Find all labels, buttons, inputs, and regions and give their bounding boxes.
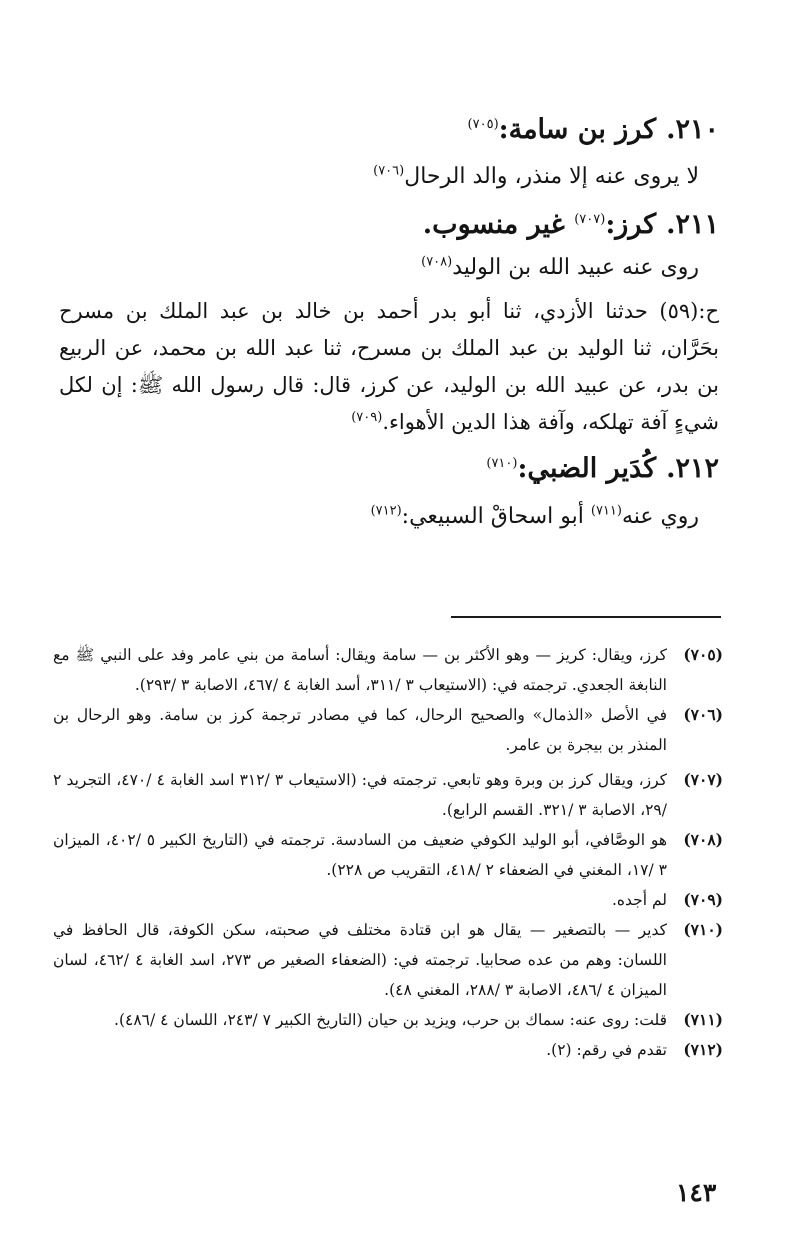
entry-heading-211 (79, 205, 719, 245)
entry-number: ٢١٠. (666, 114, 719, 145)
narration-text: روى عنه عبيد الله بن الوليد (452, 255, 699, 280)
footnote-707 (53, 765, 723, 825)
footnote-number: (٧١٢) (683, 1040, 723, 1059)
footnote-706 (53, 700, 723, 760)
entry-name: كرز: (605, 209, 657, 240)
footnote-708 (53, 825, 723, 885)
footnote-ref[interactable]: (٧٠٨) (421, 254, 453, 270)
narration-text: روي عنه (621, 504, 699, 529)
entry-heading-210 (79, 110, 719, 150)
footnote-text: لم أجده. (611, 891, 667, 909)
footnote-number: (٧٠٩) (683, 890, 723, 909)
entry-suffix: غير منسوب. (422, 209, 565, 240)
footnotes (53, 640, 723, 1065)
footnote-number: (٧١١) (683, 1010, 723, 1029)
entry-text-211 (59, 251, 699, 285)
entry-name: كرز بن سامة: (498, 114, 657, 145)
entry-number: ٢١٢. (666, 453, 719, 484)
footnote-text: كرز، ويقال كرز بن وبرة وهو تابعي. ترجمته في: (الاستيعاب ٣ /٣١٢ اسد الغابة ٤ /٤٧٠، التجريد ٢ /٢٩، الاصابة ٣ /٣٢١. القسم الرابع). (53, 771, 667, 819)
footnote-ref[interactable]: (٧١١) (590, 503, 622, 519)
footnote-number: (٧٠٧) (683, 770, 723, 789)
footnote-ref[interactable]: (٧١٠) (486, 456, 518, 471)
footnote-text: تقدم في رقم: (٢). (546, 1041, 667, 1059)
hadith-paragraph (59, 293, 719, 441)
narration-text: أبو اسحاقْ السبيعي: (401, 504, 584, 529)
footnote-710 (53, 915, 723, 1005)
footnote-712 (53, 1035, 723, 1065)
entry-text-210 (59, 160, 699, 194)
page-number: ١٤٣ (676, 1178, 717, 1207)
footnote-text: قلت: روى عنه: سماك بن حرب، ويزيد بن حيان (التاريخ الكبير ٧ /٢٤٣، اللسان ٤ /٤٨٦). (114, 1011, 667, 1029)
footnote-text: كدير — بالتصغير — يقال هو ابن قتادة مختلف في صحبته، سكن الكوفة، قال الحافظ في اللسان: وهم من عده صحابيا. ترجمته في: (الضعفاء الصغير ص ٢٧٣، اسد الغابة ٤ /٤٦٢، لسان الميزان ٤ /٤٨٦، الاصابة ٣ /٢٨٨، المغني ٤٨). (53, 921, 667, 999)
footnote-number: (٧١٠) (683, 920, 723, 939)
footnote-ref[interactable]: (٧٠٧) (574, 212, 606, 227)
entry-text-212 (59, 500, 699, 534)
hadith-text: ح:(٥٩) حدثنا الأزدي، ثنا أبو بدر أحمد بن خالد بن عبد الملك بن مسرح بحَرَّان، ثنا الوليد بن عبد الملك بن مسرح، ثنا عبد الله بن محمد، عن الربيع بن بدر، عن عبيد الله بن الوليد، عن كرز، قال: قال رسول الله ﷺ: إن لكل شيءٍ آفة تهلكه، وآفة هذا الدين الأهواء. (59, 299, 719, 434)
footnote-text: في الأصل «الذمال» والصحيح الرحال، كما في مصادر ترجمة كرز بن سامة. وهو الرحال بن المنذر بن بيجرة بن عامر. (53, 706, 667, 754)
footnote-separator (451, 616, 721, 618)
narration-text: لا يروى عنه إلا منذر، والد الرحال (404, 164, 699, 189)
footnote-711 (53, 1005, 723, 1035)
footnote-705 (53, 640, 723, 700)
footnote-ref[interactable]: (٧١٢) (370, 503, 402, 519)
footnote-ref[interactable]: (٧٠٩) (351, 410, 383, 425)
footnote-ref[interactable]: (٧٠٦) (373, 163, 405, 179)
footnote-text: كرز، ويقال: كريز — وهو الأكثر بن — سامة ويقال: أسامة من بني عامر وفد على النبي ﷺ مع النابغة الجعدي. ترجمته في: (الاستيعاب ٣ /٣١١، أسد الغابة ٤ /٤٦٧، الاصابة ٣ /٢٩٣). (53, 646, 667, 694)
footnote-709 (53, 885, 723, 915)
entry-number: ٢١١. (666, 209, 719, 240)
footnote-text: هو الوصَّافي، أبو الوليد الكوفي ضعيف من السادسة. ترجمته في (التاريخ الكبير ٥ /٤٠٢، الميزان ٣ /١٧، المغني في الضعفاء ٢ /٤١٨، التقريب ص ٢٢٨). (53, 831, 667, 879)
footnote-number: (٧٠٥) (683, 645, 723, 664)
footnote-ref[interactable]: (٧٠٥) (467, 117, 499, 132)
entry-name: كُدَير الضبي: (517, 453, 657, 484)
entry-heading-212 (79, 449, 719, 489)
footnote-number: (٧٠٦) (683, 705, 723, 724)
footnote-number: (٧٠٨) (683, 830, 723, 849)
